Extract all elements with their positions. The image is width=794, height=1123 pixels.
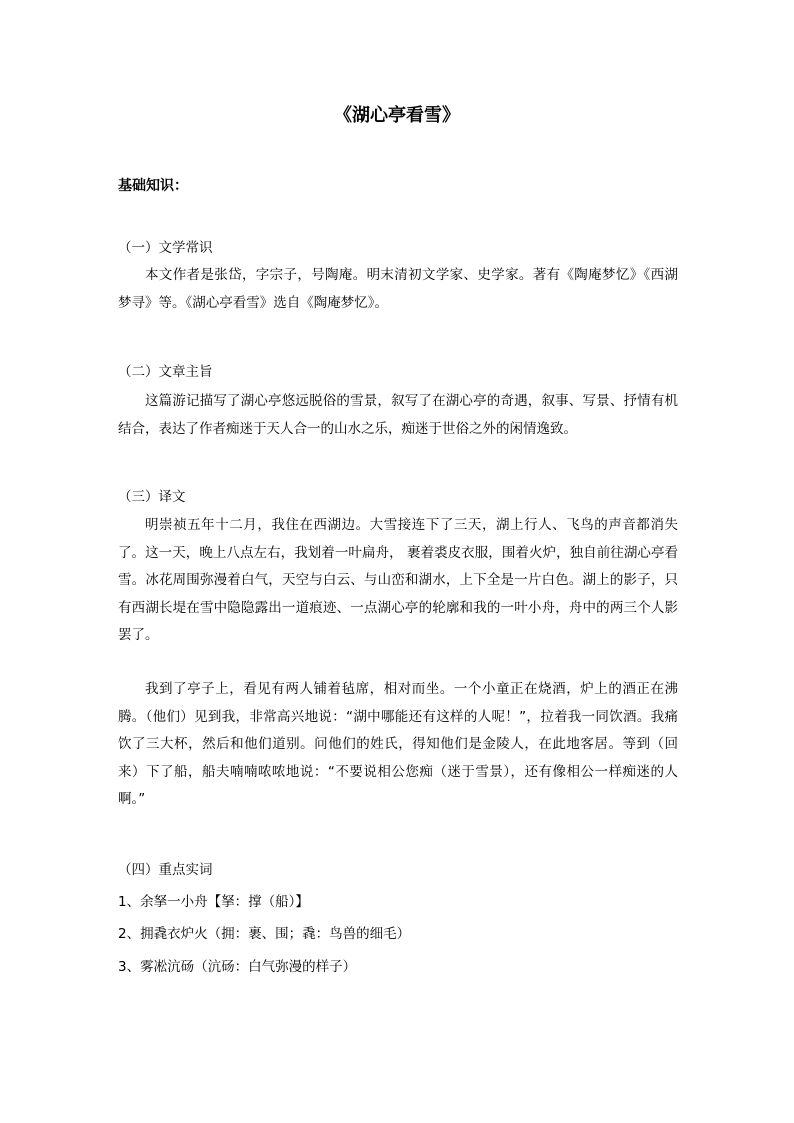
paragraph-main-idea: 这篇游记描写了湖心亭悠远脱俗的雪景，叙写了在湖心亭的奇遇，叙事、写景、抒情有机结合，表达了作者痴迷于天人合一的山水之乐，痴迷于世俗之外的闲情逸致。	[118, 393, 678, 437]
basic-knowledge-label: 基础知识：	[118, 178, 188, 194]
section-heading-translation: （三）译文	[118, 489, 186, 505]
section-heading-literary-knowledge: （一）文学常识	[118, 240, 213, 256]
list-item: 1、余拏一小舟【拏：撑（船）】	[118, 894, 309, 910]
section-heading-key-words: （四）重点实词	[118, 862, 213, 878]
section-heading-main-idea: （二）文章主旨	[118, 364, 213, 380]
paragraph-translation-2: 我到了亭子上，看见有两人铺着毡席，相对而坐。一个小童正在烧酒，炉上的酒正在沸腾。（他们）见到我，非常高兴地说：“湖中哪能还有这样的人呢！”，拉着我一同饮酒。我痛饮了三大杯，然后和他们道别。问他们的姓氏，得知他们是金陵人，在此地客居。等到（回来）下了船，船夫喃喃哝哝地说：“不要说相公您痴（迷于雪景），还有像相公一样痴迷的人啊。”	[118, 681, 678, 807]
list-item: 3、雾凇沆砀（沆砀：白气弥漫的样子）	[118, 959, 357, 975]
list-item: 2、拥毳衣炉火（拥：裹、围；毳：鸟兽的细毛）	[118, 926, 411, 942]
paragraph-translation-1: 明崇祯五年十二月，我住在西湖边。大雪接连下了三天，湖上行人、飞鸟的声音都消失了。这一天，晚上八点左右，我划着一叶扁舟， 裹着裘皮衣服，围着火炉，独自前往湖心亭看雪。冰花周围弥漫着白气，天空与白云、与山峦和湖水，上下全是一片白色。湖上的影子，只有西湖长堤在雪中隐隐露出一道痕迹、一点湖心亭的轮廓和我的一叶小舟，舟中的两三个人影罢了。	[118, 517, 678, 643]
page-title: 《湖心亭看雪》	[334, 105, 460, 126]
paragraph-literary-knowledge: 本文作者是张岱，字宗子，号陶庵。明末清初文学家、史学家。著有《陶庵梦忆》《西湖梦寻》等。《湖心亭看雪》选自《陶庵梦忆》。	[118, 267, 678, 311]
